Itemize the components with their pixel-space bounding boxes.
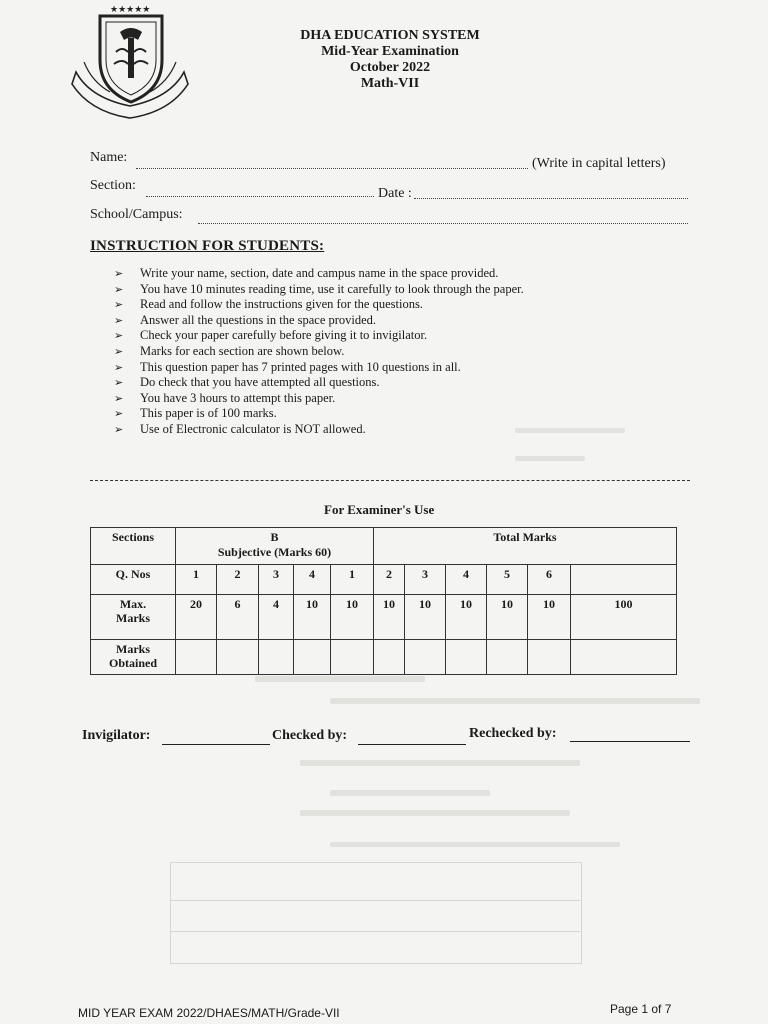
instruction-item: ➢ You have 3 hours to attempt this paper. — [114, 391, 524, 407]
instruction-item: ➢ You have 10 minutes reading time, use it carefully to look through the paper. — [114, 282, 524, 298]
section-b-label: B — [270, 530, 279, 544]
checked-by-signature-line[interactable] — [358, 744, 466, 745]
max-cell: 10 — [405, 595, 446, 640]
name-label: Name: — [90, 150, 128, 165]
max-cell: 20 — [176, 595, 217, 640]
exam-header — [280, 28, 500, 92]
max-cell: 10 — [374, 595, 405, 640]
date-label: Date : — [378, 186, 412, 201]
instruction-item: ➢ Write your name, section, date and campus name in the space provided. — [114, 266, 524, 282]
obtained-cell[interactable] — [217, 640, 259, 675]
bleed-through-mark — [515, 456, 585, 461]
max-label-line1: Max. — [119, 597, 147, 611]
instruction-item: ➢ Answer all the questions in the space provided. — [114, 313, 524, 329]
max-cell: 6 — [217, 595, 259, 640]
bleed-through-mark — [515, 428, 625, 433]
qno-cell: 1 — [331, 565, 374, 595]
name-hint: (Write in capital letters) — [532, 156, 666, 171]
bleed-through-mark — [300, 810, 570, 816]
obtained-cell[interactable] — [294, 640, 331, 675]
max-cell: 10 — [487, 595, 528, 640]
max-cell: 10 — [331, 595, 374, 640]
bleed-through-box — [170, 900, 580, 932]
examiner-title: For Examiner's Use — [324, 502, 435, 517]
qno-cell: 1 — [176, 565, 217, 595]
max-total-cell: 100 — [571, 595, 677, 640]
max-cell: 10 — [294, 595, 331, 640]
footer-code: MID YEAR EXAM 2022/DHAES/MATH/Grade-VII — [78, 1006, 340, 1020]
bleed-through-mark — [330, 790, 490, 796]
bleed-through-mark — [300, 760, 580, 766]
obtained-cell[interactable] — [259, 640, 294, 675]
checked-by-label: Checked by: — [272, 728, 348, 743]
school-label: School/Campus: — [90, 207, 183, 222]
max-cell: 4 — [259, 595, 294, 640]
svg-text:★★★★★: ★★★★★ — [110, 5, 151, 15]
qno-cell: 6 — [528, 565, 571, 595]
subject-name: Math-VII — [360, 76, 420, 91]
obtained-label — [91, 640, 176, 675]
bleed-through-mark — [330, 698, 700, 704]
rechecked-by-signature-line[interactable] — [570, 741, 690, 742]
qno-cell: 3 — [405, 565, 446, 595]
name-field[interactable] — [136, 168, 528, 169]
qno-cell: 4 — [294, 565, 331, 595]
qno-cell-total — [571, 565, 677, 595]
obtained-cell[interactable] — [374, 640, 405, 675]
invigilator-signature-line[interactable] — [162, 744, 270, 745]
instructions-title: INSTRUCTION FOR STUDENTS: — [90, 238, 325, 254]
instruction-item: ➢ This question paper has 7 printed pages with 10 questions in all. — [114, 360, 524, 376]
qno-cell: 2 — [374, 565, 405, 595]
obtained-cell[interactable] — [487, 640, 528, 675]
instruction-item: ➢ Marks for each section are shown below. — [114, 344, 524, 360]
dashed-divider — [90, 480, 690, 481]
obtained-label-line1: Marks — [116, 642, 150, 656]
total-marks-header: Total Marks — [374, 528, 677, 565]
max-cell: 10 — [446, 595, 487, 640]
section-b-header — [176, 528, 374, 565]
max-label-line2: Marks — [116, 611, 150, 625]
instruction-item: ➢ Use of Electronic calculator is NOT allowed. — [114, 422, 524, 438]
instruction-item: ➢ Read and follow the instructions given for the questions. — [114, 297, 524, 313]
obtained-cell[interactable] — [528, 640, 571, 675]
table-row — [91, 595, 677, 640]
bleed-through-mark — [255, 676, 425, 682]
obtained-cell[interactable] — [176, 640, 217, 675]
obtained-cell[interactable] — [405, 640, 446, 675]
qnos-label: Q. Nos — [91, 565, 176, 595]
instruction-item: ➢ Check your paper carefully before giving it to invigilator. — [114, 328, 524, 344]
max-cell: 10 — [528, 595, 571, 640]
section-field[interactable] — [146, 196, 374, 197]
date-field[interactable] — [414, 198, 688, 199]
obtained-cell[interactable] — [446, 640, 487, 675]
qno-cell: 2 — [217, 565, 259, 595]
sections-header: Sections — [91, 528, 176, 565]
rechecked-by-label: Rechecked by: — [469, 726, 557, 741]
obtained-total-cell[interactable] — [571, 640, 677, 675]
school-field[interactable] — [198, 223, 688, 224]
subjective-label: Subjective (Marks 60) — [217, 545, 332, 559]
instruction-item: ➢ Do check that you have attempted all questions. — [114, 375, 524, 391]
invigilator-label: Invigilator: — [82, 728, 151, 743]
obtained-label-line2: Obtained — [108, 656, 157, 670]
table-row — [91, 528, 677, 565]
max-marks-label — [91, 595, 176, 640]
exam-name: Mid-Year Examination — [321, 44, 459, 59]
instruction-item: ➢ This paper is of 100 marks. — [114, 406, 524, 422]
school-crest-logo — [70, 2, 190, 120]
exam-month: October 2022 — [349, 60, 431, 75]
instructions-list — [114, 266, 524, 438]
table-row — [91, 565, 677, 595]
org-name: DHA EDUCATION SYSTEM — [300, 28, 480, 43]
section-label: Section: — [90, 178, 136, 193]
qno-cell: 4 — [446, 565, 487, 595]
qno-cell: 3 — [259, 565, 294, 595]
obtained-cell[interactable] — [331, 640, 374, 675]
examiner-marks-table — [90, 527, 677, 675]
qno-cell: 5 — [487, 565, 528, 595]
page-number: Page 1 of 7 — [610, 1002, 672, 1016]
bleed-through-mark — [330, 842, 620, 847]
table-row — [91, 640, 677, 675]
